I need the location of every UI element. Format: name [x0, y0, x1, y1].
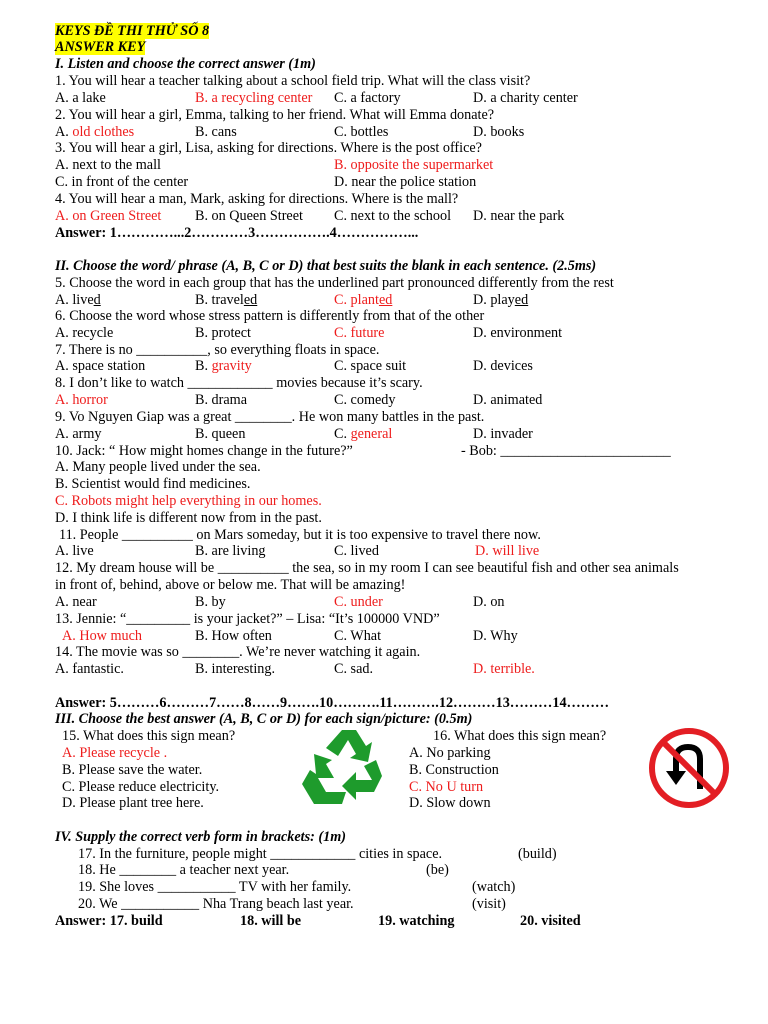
q5-option-b: B. traveled [195, 292, 258, 308]
q13-option-a-correct: A. How much [62, 628, 142, 644]
q8-text: 8. I don’t like to watch ____________ movies because it’s scary. [55, 375, 423, 391]
q6-option-c-correct: C. future [334, 325, 385, 341]
q1-text: 1. You will hear a teacher talking about a school field trip. What will the class visit? [55, 73, 531, 89]
q16-option-c-correct: C. No U turn [409, 779, 484, 795]
q3-option-d: D. near the police station [334, 174, 477, 190]
q5-option-d: D. played [473, 292, 529, 308]
q10-option-d: D. I think life is different now from in the past. [55, 510, 322, 526]
q3-option-c: C. in front of the center [55, 174, 189, 190]
q16-option-b: B. Construction [409, 762, 499, 778]
part3-heading: III. Choose the best answer (A, B, C or D) for each sign/picture: (0.5m) [55, 711, 473, 727]
part4-answer-18: 18. will be [240, 913, 302, 929]
q20-text: 20. We ___________ Nha Trang beach last year. [78, 896, 354, 912]
q11-option-c: C. lived [334, 543, 379, 559]
q14-option-b: B. interesting. [195, 661, 275, 677]
q15-text: 15. What does this sign mean? [62, 728, 236, 744]
q9-text: 9. Vo Nguyen Giap was a great ________. He won many battles in the past. [55, 409, 485, 425]
no-u-turn-sign-icon [648, 727, 730, 809]
q6-option-b: B. protect [195, 325, 251, 341]
recycle-icon [298, 726, 386, 808]
q13-text: 13. Jennie: “_________ is your jacket?” – Lisa: “It’s 100000 VND” [55, 611, 440, 627]
part1-answer-line: Answer: 1…………...2…………3…………….4……………... [55, 225, 419, 241]
q3-text: 3. You will hear a girl, Lisa, asking for directions. Where is the post office? [55, 140, 482, 156]
q8-option-c: C. comedy [334, 392, 396, 408]
q11-option-d-correct: D. will live [475, 543, 540, 559]
part2-answer-line: Answer: 5………6………7……8……9…….10……….11……….12………13………14……… [55, 695, 610, 711]
q18-hint: (be) [426, 862, 449, 878]
q4-option-c: C. next to the school [334, 208, 452, 224]
q9-option-a: A. army [55, 426, 102, 442]
q17-hint: (build) [518, 846, 557, 862]
q11-text: 11. People __________ on Mars someday, but it is too expensive to travel there now. [59, 527, 541, 543]
q8-option-d: D. animated [473, 392, 543, 408]
q10-bob-reply: - Bob: ________________________ [461, 443, 671, 459]
q1-option-d: D. a charity center [473, 90, 578, 106]
q18-text: 18. He ________ a teacher next year. [78, 862, 290, 878]
q2-option-d: D. books [473, 124, 525, 140]
q15-option-b: B. Please save the water. [62, 762, 203, 778]
part4-answer-19: 19. watching [378, 913, 455, 929]
q7-option-d: D. devices [473, 358, 533, 374]
q9-option-c-correct: C. general [334, 426, 393, 442]
q1-option-b-correct: B. a recycling center [195, 90, 313, 106]
q4-option-d: D. near the park [473, 208, 565, 224]
part1-heading: I. Listen and choose the correct answer (1m) [55, 56, 316, 72]
q3-option-a: A. next to the mall [55, 157, 161, 173]
q7-option-a: A. space station [55, 358, 146, 374]
q12-option-c-correct: C. under [334, 594, 383, 610]
q6-option-a: A. recycle [55, 325, 114, 341]
q16-option-d: D. Slow down [409, 795, 491, 811]
q12-option-b: B. by [195, 594, 226, 610]
part4-heading: IV. Supply the correct verb form in brackets: (1m) [55, 829, 346, 845]
q12-option-a: A. near [55, 594, 97, 610]
q9-option-b: B. queen [195, 426, 246, 442]
part2-heading: II. Choose the word/ phrase (A, B, C or D) that best suits the blank in each sentence. (2.5ms) [55, 258, 597, 274]
q16-text: 16. What does this sign mean? [433, 728, 607, 744]
q2-text: 2. You will hear a girl, Emma, talking to her friend. What will Emma donate? [55, 107, 495, 123]
q5-option-c-correct: C. planted [334, 292, 393, 308]
q19-hint: (watch) [472, 879, 516, 895]
q16-option-a: A. No parking [409, 745, 491, 761]
q4-text: 4. You will hear a man, Mark, asking for directions. Where is the mall? [55, 191, 459, 207]
document-title: KEYS ĐỀ THI THỬ SỐ 8 [55, 23, 210, 39]
q7-text: 7. There is no __________, so everything floats in space. [55, 342, 380, 358]
q10-text: 10. Jack: “ How might homes change in the future?” [55, 443, 353, 459]
document-subtitle: ANSWER KEY [55, 39, 146, 55]
q7-option-b-correct: B. gravity [195, 358, 252, 374]
q11-option-b: B. are living [195, 543, 266, 559]
q6-option-d: D. environment [473, 325, 563, 341]
q12-option-d: D. on [473, 594, 505, 610]
q2-option-c: C. bottles [334, 124, 389, 140]
q8-option-a-correct: A. horror [55, 392, 108, 408]
q13-option-d: D. Why [473, 628, 518, 644]
q15-option-a-correct: A. Please recycle . [62, 745, 168, 761]
q7-option-c: C. space suit [334, 358, 407, 374]
q12-text-line1: 12. My dream house will be __________ the sea, so in my room I can see beautiful fish and other sea animals [55, 560, 679, 576]
q10-option-c-correct: C. Robots might help everything in our homes. [55, 493, 322, 509]
q4-option-b: B. on Queen Street [195, 208, 303, 224]
q8-option-b: B. drama [195, 392, 248, 408]
q4-option-a-correct: A. on Green Street [55, 208, 162, 224]
part4-answer-20: 20. visited [520, 913, 581, 929]
part4-answer-17: Answer: 17. build [55, 913, 163, 929]
q19-text: 19. She loves ___________ TV with her family. [78, 879, 352, 895]
q14-option-c: C. sad. [334, 661, 374, 677]
q6-text: 6. Choose the word whose stress pattern is differently from that of the other [55, 308, 485, 324]
q2-option-a-correct: A. old clothes [55, 124, 135, 140]
q9-option-d: D. invader [473, 426, 533, 442]
q12-text-line2: in front of, behind, above or below me. That will be amazing! [55, 577, 406, 593]
q10-option-a: A. Many people lived under the sea. [55, 459, 261, 475]
q14-option-d-correct: D. terrible. [473, 661, 535, 677]
q5-text: 5. Choose the word in each group that has the underlined part pronounced differently from the rest [55, 275, 614, 291]
q20-hint: (visit) [472, 896, 506, 912]
q10-option-b: B. Scientist would find medicines. [55, 476, 251, 492]
q11-option-a: A. live [55, 543, 94, 559]
q17-text: 17. In the furniture, people might ____________ cities in space. [78, 846, 443, 862]
q14-text: 14. The movie was so ________. We’re never watching it again. [55, 644, 421, 660]
q1-option-c: C. a factory [334, 90, 401, 106]
q1-option-a: A. a lake [55, 90, 106, 106]
q5-option-a: A. lived [55, 292, 101, 308]
q15-option-c: C. Please reduce electricity. [62, 779, 220, 795]
q15-option-d: D. Please plant tree here. [62, 795, 204, 811]
q3-option-b-correct: B. opposite the supermarket [334, 157, 494, 173]
q13-option-b: B. How often [195, 628, 272, 644]
q14-option-a: A. fantastic. [55, 661, 124, 677]
q13-option-c: C. What [334, 628, 382, 644]
q2-option-b: B. cans [195, 124, 237, 140]
